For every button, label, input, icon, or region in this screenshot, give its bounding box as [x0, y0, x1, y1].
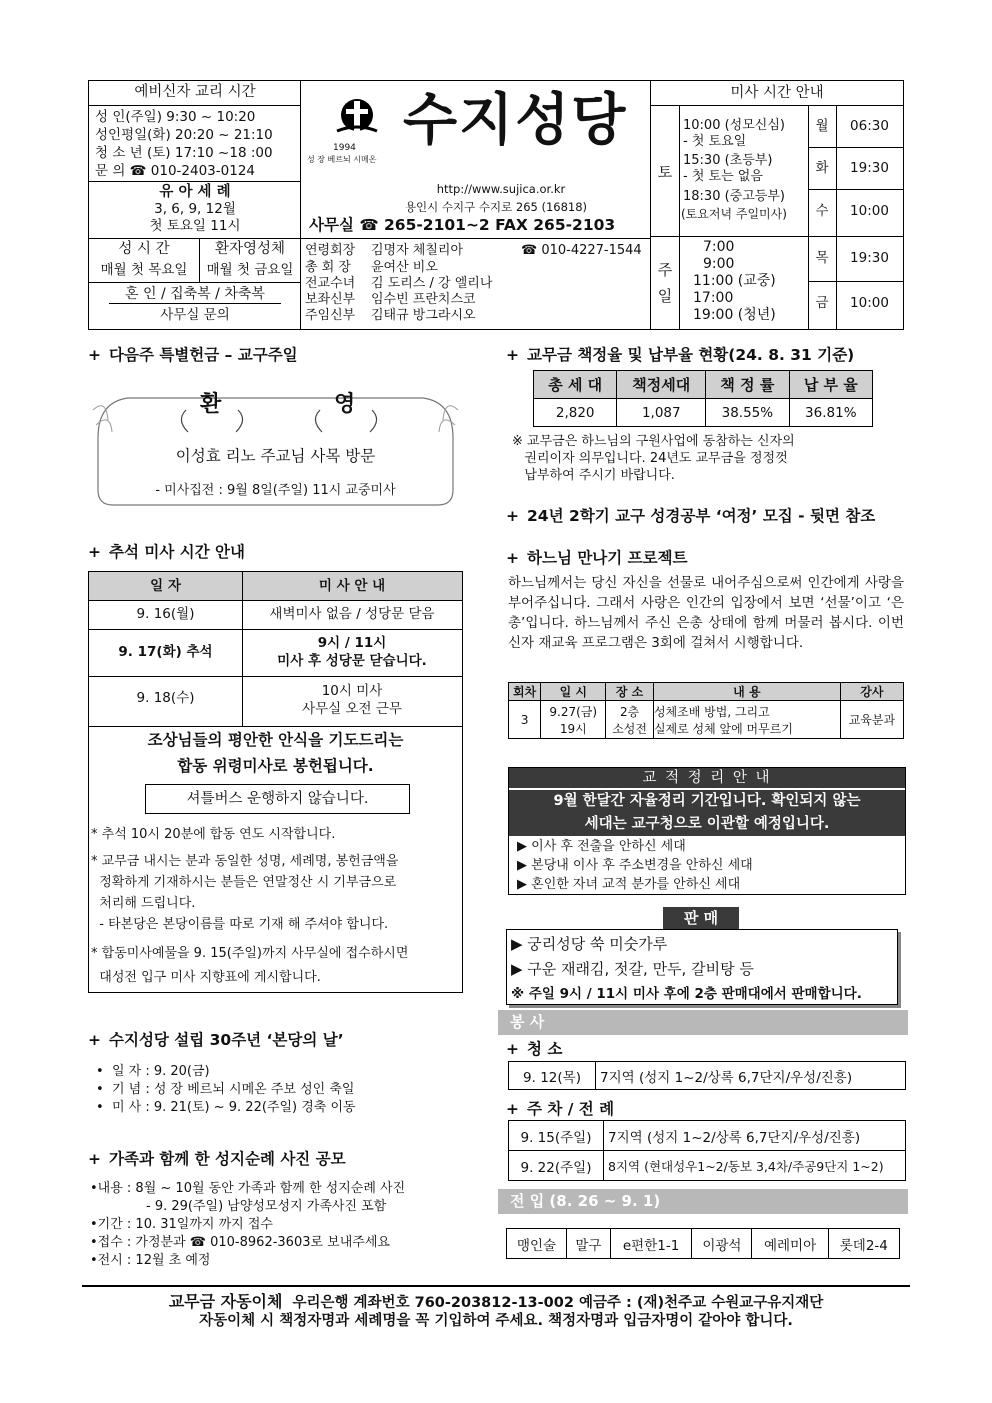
staff-role: 전교수녀	[305, 276, 356, 291]
records-item: ▶ 혼인한 자녀 교적 분가를 안하신 세대	[517, 877, 741, 892]
special-offering-title: + 다음주 특별헌금 – 교구주일	[88, 346, 298, 364]
bishop-visit-note: - 미사집전 : 9월 8일(주일) 11시 교중미사	[155, 483, 396, 498]
records-item: ▶ 본당내 이사 후 주소변경을 안하신 세대	[517, 858, 753, 873]
parking-area: 8지역 (현대성우1~2/동보 3,4차/주공9단지 1~2)	[604, 1151, 906, 1181]
program-cell: 9.27(금) 19시	[541, 701, 606, 739]
transfer-name: 예레미아	[752, 1229, 828, 1259]
program-header: 일 시	[541, 683, 606, 701]
transfer-name: 롯데2-4	[828, 1229, 899, 1259]
weekday-label: 목	[815, 250, 829, 266]
transfer-name: 맹인술	[507, 1229, 567, 1259]
parking-date: 9. 22(주일)	[509, 1151, 604, 1181]
anniversary-item: • 일 자 : 9. 20(금)	[96, 1064, 210, 1079]
footer-line-1: 교무금 자동이체 우리은행 계좌번호 760-203812-13-002 예금주 : (재)천주교 수원교구유지재단	[168, 1292, 824, 1311]
sunday-mass: 19:00 (청년)	[693, 307, 776, 323]
records-box	[508, 767, 906, 895]
staff-name: 김 도리스 / 강 엘리나	[371, 276, 493, 291]
logo-year: 1994	[333, 143, 356, 153]
chuseok-note: * 교무금 내시는 분과 동일한 성명, 세례명, 봉헌금액을 정확하게 기재하시는 분들은 연말정산 시 기부금으로 처리해 드립니다. - 타본당은 본당이름를 따로 기재 해 주셔야 합니다.	[91, 854, 399, 932]
saturday-label: 토	[657, 163, 673, 181]
program-cell: 성체조배 방법, 그리고 실제로 성체 앞에 머무르기	[653, 701, 840, 739]
wedding-value: 사무실 문의	[160, 307, 230, 323]
saturday-mass: 18:30 (중고등부)	[683, 189, 785, 204]
chuseok-info: 9시 / 11시 미사 후 성당문 닫습니다.	[277, 635, 427, 669]
wedding-title: 혼 인 / 집축복 / 차축복	[125, 286, 265, 302]
parish-name: 수지성당	[403, 88, 628, 153]
saturday-mass: (토요저녁 주일미사)	[681, 207, 787, 221]
address: 용인시 수지구 수지로 265 (16818)	[404, 200, 588, 214]
anniversary-title: + 수지성당 설립 30주년 ‘본당의 날’	[88, 1031, 344, 1049]
program-table	[508, 682, 904, 739]
memorial-mass-note: 조상님들의 평안한 안식을 기도드리는 합동 위령미사로 봉헌됩니다.	[147, 731, 404, 775]
staff-role: 보좌신부	[305, 292, 356, 307]
sale-item: ▶ 구운 재래김, 젓갈, 만두, 갈비탕 등	[511, 960, 754, 978]
header-left	[89, 81, 301, 329]
saturday-mass: 15:30 (초등부)	[683, 153, 773, 168]
parking-date: 9. 15(주일)	[509, 1121, 604, 1151]
sunday-label: 주 일	[657, 261, 673, 305]
parking-table	[508, 1120, 906, 1181]
staff-name: 김명자 체칠리아	[371, 243, 464, 258]
header-center	[301, 81, 651, 329]
staff-name: 김태규 방그라시오	[371, 308, 476, 323]
infant-baptism-row: 첫 토요일 11시	[149, 218, 241, 234]
sunday-mass: 17:00	[693, 290, 734, 306]
catechumen-row: 성인평일(화) 20:20 ~ 21:10	[95, 127, 273, 143]
sunday-mass: 7:00	[703, 239, 735, 255]
weekday-label: 화	[815, 160, 829, 176]
program-header: 강사	[840, 683, 903, 701]
mass-times	[651, 81, 903, 329]
cleaning-table	[508, 1061, 906, 1090]
chuseok-info: 새벽미사 없음 / 성당문 닫음	[269, 606, 435, 622]
weekday-time: 19:30	[850, 250, 889, 266]
parking-title: + 주 차 / 전 례	[506, 1100, 615, 1118]
program-cell: 3	[509, 701, 541, 739]
staff-role: 연령회장	[305, 243, 356, 258]
saturday-mass: 10:00 (성모신심)	[683, 118, 785, 133]
dues-note: ※ 교무금은 하느님의 구원사업에 동참하는 신자의 권리이자 의무입니다. 24년도 교무금을 정정껏 납부하여 주시기 바랍니다.	[512, 434, 795, 483]
transfer-table	[506, 1228, 900, 1259]
chuseok-title: + 추석 미사 시간 안내	[88, 543, 245, 561]
pilgrimage-item: •전시 : 12월 초 예정	[90, 1253, 211, 1268]
catechumen-row: 문 의 ☎ 010-2403-0124	[95, 163, 255, 179]
pilgrimage-item: - 9. 29(주일) 남양성모성지 가족사진 포함	[146, 1199, 387, 1214]
parish-logo	[335, 95, 379, 141]
program-header: 장 소	[606, 683, 654, 701]
catechumen-title: 예비신자 교리 시간	[89, 83, 301, 106]
program-header: 내 용	[653, 683, 840, 701]
transfer-bar: 전 입 (8. 26 ~ 9. 1)	[498, 1189, 908, 1214]
records-title: 교 적 정 리 안 내	[509, 768, 905, 790]
catechumen-row: 청 소 년 (토) 17:10 ~18 :00	[95, 145, 273, 161]
chuseok-info: 10시 미사 사무실 오전 근무	[302, 683, 402, 717]
meet-god-body: 하느님께서는 당신 자신을 선물로 내어주심으로써 인간에게 사랑을 부어주십니다. 그래서 사랑은 인간의 입장에서 보면 ‘선물’이고 ‘은총’입니다. 하느님께서 주신 은총 상태에 함께 머물러 봅시다. 이번 신자 재교육 프로그램은 3회에 걸쳐서 시행합니다.	[508, 575, 904, 651]
service-bar: 봉 사	[498, 1010, 908, 1035]
staff-phone: ☎ 010-4227-1544	[521, 243, 642, 258]
sale-note: ※ 주일 9시 / 11시 미사 후에 2층 판매대에서 판매합니다.	[511, 986, 862, 1002]
catechumen-row: 성 인(주일) 9:30 ~ 10:20	[95, 109, 256, 125]
welcome-char-left: 환	[200, 392, 222, 417]
dues-header: 책정세대	[617, 371, 706, 399]
staff-name: 임수빈 프란치스코	[371, 292, 476, 307]
parking-area: 7지역 (성지 1~2/상록 6,7단지/우성/진흥)	[604, 1121, 906, 1151]
shuttle-notice: 셔틀버스 운행하지 않습니다.	[145, 784, 410, 814]
saturday-mass: - 첫 토는 없음	[683, 169, 763, 184]
pilgrimage-title: + 가족과 함께 한 성지순례 사진 공모	[88, 1150, 346, 1168]
infant-baptism-row: 3, 6, 9, 12월	[154, 201, 236, 217]
staff-role: 총 회 장	[305, 260, 351, 275]
dues-title: + 교무금 책정율 및 납부율 현황(24. 8. 31 기준)	[506, 346, 855, 364]
footer-rule	[82, 1285, 910, 1287]
website-url: http://www.sujica.or.kr	[436, 182, 566, 196]
saturday-mass: - 첫 토요일	[683, 134, 747, 149]
holy-hour-value: 매월 첫 목요일	[100, 262, 188, 278]
infant-baptism-title: 유 아 세 례	[159, 184, 231, 200]
weekday-label: 월	[815, 118, 829, 134]
dues-value: 1,087	[617, 399, 706, 427]
dues-header: 책 정 률	[706, 371, 789, 399]
transfer-name: e편한1-1	[610, 1229, 692, 1259]
cleaning-title: + 청 소	[506, 1040, 563, 1058]
dues-header: 납 부 율	[789, 371, 872, 399]
pilgrimage-item: •내용 : 8월 ~ 10월 동안 가족과 함께 한 성지순례 사진	[90, 1181, 406, 1196]
office-contact: 사무실 ☎ 265-2101~2 FAX 265-2103	[309, 216, 616, 234]
staff-role: 주임신부	[305, 308, 356, 323]
sunday-mass: 9:00	[703, 256, 735, 272]
chuseok-header-info: 미 사 안 내	[318, 578, 386, 594]
bishop-visit: 이성효 리노 주교님 사목 방문	[175, 447, 376, 465]
records-notice: 9월 한달간 자율정리 기간입니다. 확인되지 않는 세대는 교구청으로 이관할 예정입니다.	[509, 790, 905, 836]
weekday-label: 수	[815, 203, 829, 219]
staff-name: 윤여산 비오	[371, 260, 438, 275]
weekday-time: 10:00	[850, 295, 889, 311]
transfer-name: 이광석	[692, 1229, 752, 1259]
dues-value: 2,820	[534, 399, 617, 427]
dues-value: 38.55%	[706, 399, 789, 427]
weekday-time: 10:00	[850, 203, 889, 219]
program-cell: 교육분과	[840, 701, 903, 739]
cleaning-date: 9. 12(목)	[509, 1062, 596, 1090]
bishop-visit-banner	[88, 380, 463, 512]
chuseok-header-date: 일 자	[150, 578, 181, 594]
anointing-title: 환자영성체	[214, 241, 286, 257]
dues-header: 총 세 대	[534, 371, 617, 399]
sale-item: ▶ 궁리성당 쑥 미숫가루	[511, 935, 668, 953]
meet-god-title: + 하느님 만나기 프로젝트	[506, 549, 688, 567]
records-item: ▶ 이사 후 전출을 안하신 세대	[517, 839, 686, 854]
pilgrimage-item: •접수 : 가정분과 ☎ 010-8962-3603로 보내주세요	[90, 1235, 390, 1250]
chuseok-note: * 추석 10시 20분에 합동 연도 시작합니다.	[91, 827, 336, 842]
dues-table	[533, 370, 873, 427]
mass-title: 미사 시간 안내	[730, 85, 824, 101]
anniversary-item: • 기 념 : 성 장 베르뇌 시메온 주보 성인 축일	[96, 1082, 355, 1097]
footer-line-2: 자동이체 시 책정자명과 세례명을 꼭 기입하여 주세요. 책정자명과 입금자명이 같아야 합니다.	[199, 1313, 793, 1329]
anointing-value: 매월 첫 금요일	[206, 262, 294, 278]
cleaning-area: 7지역 (성지 1~2/상록 6,7단지/우성/진흥)	[596, 1062, 906, 1090]
sunday-mass: 11:00 (교중)	[693, 273, 776, 289]
transfer-name: 말구	[567, 1229, 611, 1259]
chuseok-date: 9. 16(월)	[136, 606, 195, 622]
pilgrimage-item: •기간 : 10. 31일까지 까지 접수	[90, 1217, 273, 1232]
bible-study-title: + 24년 2학기 교구 성경공부 ‘여정’ 모집 - 뒷면 참조	[506, 507, 876, 525]
anniversary-item: • 미 사 : 9. 21(토) ~ 9. 22(주일) 경축 이동	[96, 1100, 356, 1115]
chuseok-box	[88, 571, 463, 993]
sale-title: 판 매	[663, 907, 739, 929]
program-header: 회차	[509, 683, 541, 701]
logo-caption: 성 장 베르뇌 시메온	[307, 155, 377, 164]
dues-value: 36.81%	[789, 399, 872, 427]
sale-box	[506, 929, 898, 1005]
header-box	[88, 80, 904, 330]
holy-hour-title: 성 시 간	[118, 241, 170, 257]
weekday-time: 19:30	[850, 160, 889, 176]
weekday-time: 06:30	[850, 118, 889, 134]
chuseok-date: 9. 18(수)	[136, 690, 195, 706]
chuseok-note: * 합동미사예물을 9. 15(주일)까지 사무실에 접수하시면 대성전 입구 미사 지향표에 게시합니다.	[91, 946, 409, 985]
program-cell: 2층 소성전	[606, 701, 654, 739]
welcome-char-right: 영	[334, 392, 356, 417]
weekday-label: 금	[815, 295, 829, 311]
chuseok-date: 9. 17(화) 추석	[118, 644, 213, 660]
